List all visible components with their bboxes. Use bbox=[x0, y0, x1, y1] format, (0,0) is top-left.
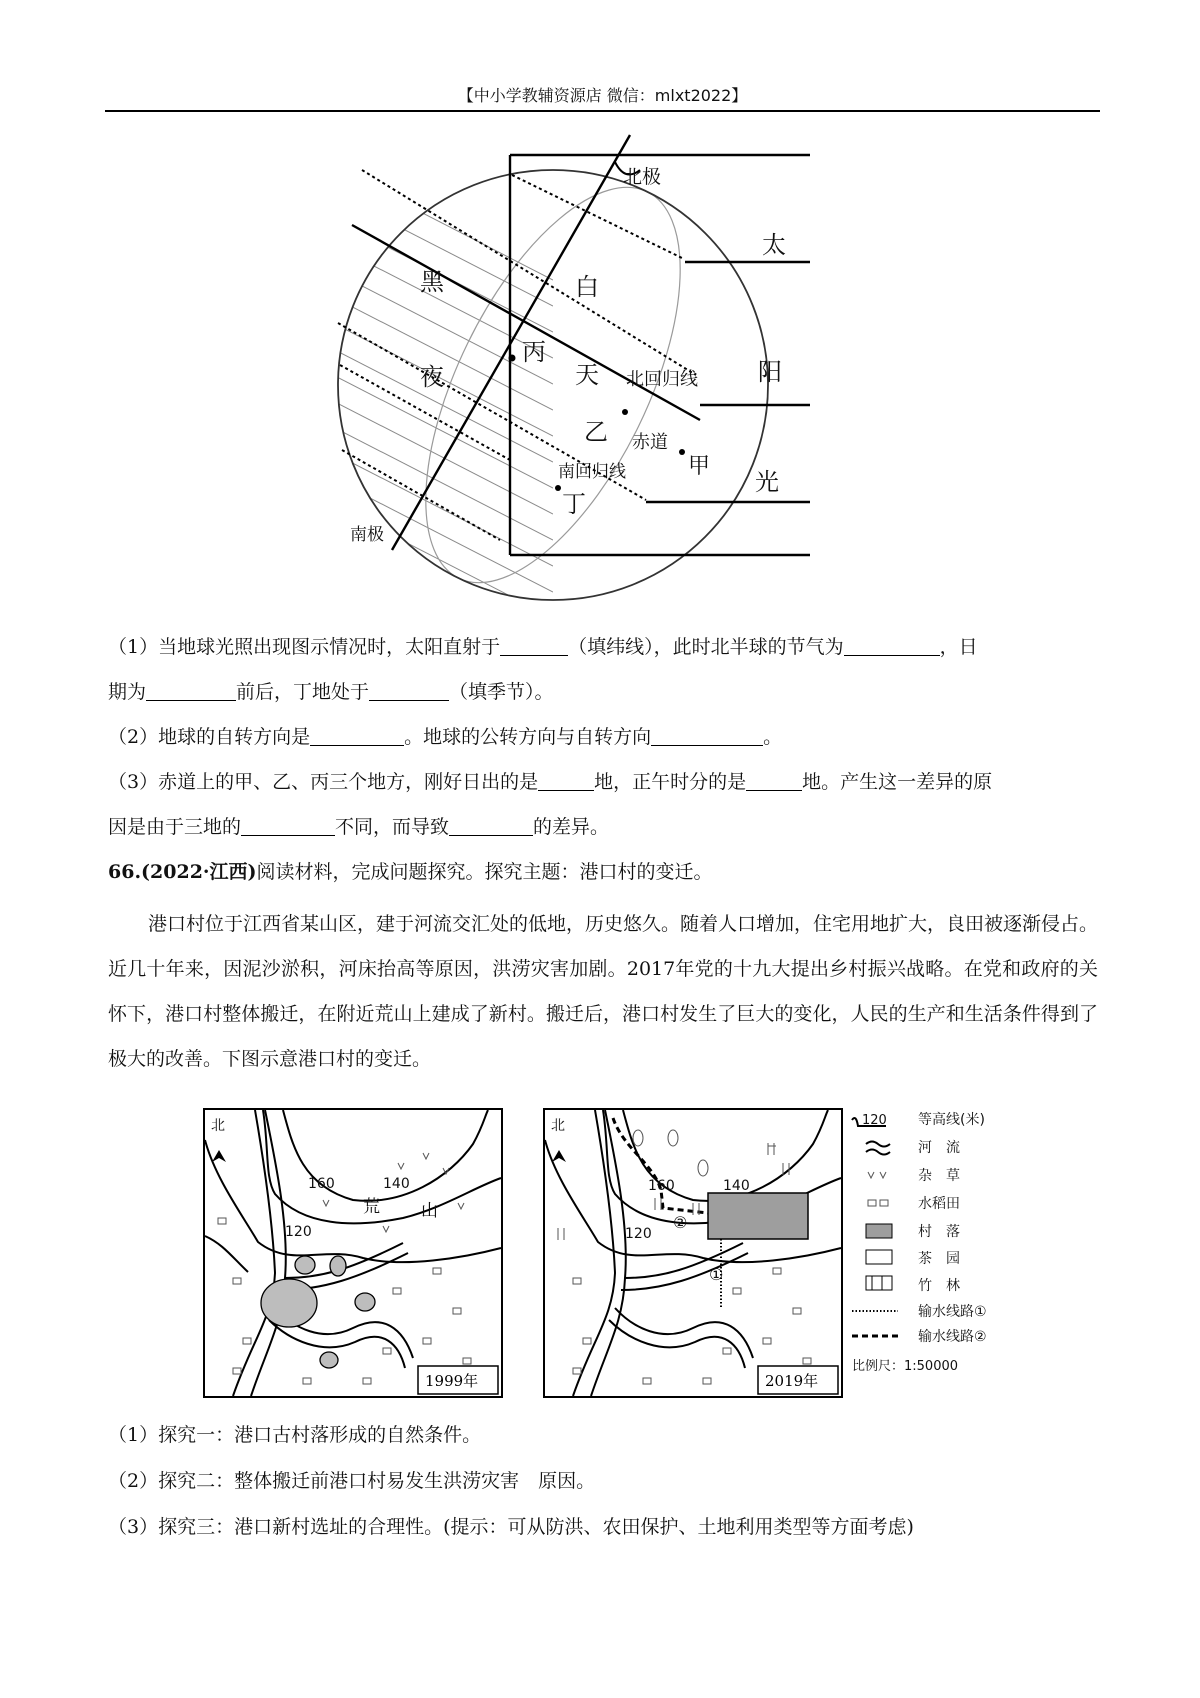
contour-label-120-2019: 120 bbox=[625, 1226, 652, 1242]
north-pole-label: 北极 bbox=[623, 166, 662, 188]
latitude-lines bbox=[338, 170, 700, 540]
q65-part1-line2 bbox=[108, 677, 1098, 707]
q66-sub3: （3）探究三：港口新村选址的合理性。(提示：可从防洪、农田保护、土地利用类型等方面考虑) bbox=[108, 1516, 914, 1538]
q65-blank-1 bbox=[500, 635, 568, 656]
q65-blank-3 bbox=[146, 680, 236, 701]
new-village-2019 bbox=[708, 1193, 808, 1239]
year-label-2019: 2019年 bbox=[765, 1372, 819, 1390]
q65-p1-text-c: ，日 bbox=[939, 636, 978, 658]
q65-part3-line2 bbox=[108, 812, 1098, 842]
q65-p4-text-b: 地，正午时分的是 bbox=[594, 771, 747, 793]
q65-p5-text-c: 的差异。 bbox=[533, 816, 610, 838]
q65-part2-line bbox=[108, 722, 1098, 752]
q65-p3-text-a: （2）地球的自转方向是 bbox=[108, 726, 311, 748]
q65-p5-text-b: 不同，而导致 bbox=[335, 816, 450, 838]
q65-p5-text-a: 因是由于三地的 bbox=[108, 816, 242, 838]
sunlight-label-yang: 阳 bbox=[758, 358, 782, 386]
q65-part1-line1 bbox=[108, 632, 1098, 662]
q65-blank-4 bbox=[369, 680, 449, 701]
day-label-bai: 白 bbox=[575, 273, 599, 301]
q66-sub1: （1）探究一：港口古村落形成的自然条件。 bbox=[108, 1424, 482, 1446]
map-2019 bbox=[543, 1108, 843, 1398]
q65-blank-10 bbox=[449, 815, 533, 836]
legend-tea: 茶 园 bbox=[918, 1251, 960, 1267]
legend-paddy: 水稻田 bbox=[918, 1196, 960, 1212]
equator-line bbox=[352, 225, 700, 420]
north-label-1999: 北 bbox=[211, 1118, 225, 1134]
legend-grass: 杂 草 bbox=[918, 1168, 960, 1184]
q66-number: 66.(2022·江西) bbox=[108, 861, 257, 883]
q65-blank-8 bbox=[746, 770, 802, 791]
sunlight-label-guang: 光 bbox=[755, 468, 779, 496]
contour-label-120-1999: 120 bbox=[285, 1224, 312, 1240]
q65-p4-text-a: （3）赤道上的甲、乙、丙三个地方，刚好日出的是 bbox=[108, 771, 539, 793]
earth-illumination-figure bbox=[300, 130, 900, 620]
night-label-hei: 黑 bbox=[420, 268, 444, 296]
q65-p1-text-a: （1）当地球光照出现图示情况时，太阳直射于 bbox=[108, 636, 501, 658]
tropic-capricorn-label: 南回归线 bbox=[558, 462, 626, 482]
q66-intro-line bbox=[108, 857, 1098, 887]
point-label-bing: 丙 bbox=[522, 338, 546, 366]
q65-blank-9 bbox=[241, 815, 335, 836]
south-pole-label: 南极 bbox=[350, 525, 384, 545]
point-jia bbox=[679, 449, 685, 455]
point-label-yi: 乙 bbox=[584, 418, 608, 446]
map-1999 bbox=[203, 1108, 503, 1398]
page-header: 【中小学教辅资源店 微信：mlxt2022】 bbox=[457, 86, 748, 105]
tropic-cancer-label: 北回归线 bbox=[626, 369, 698, 390]
north-label-2019: 北 bbox=[551, 1118, 565, 1134]
contour-label-140-2019: 140 bbox=[723, 1178, 750, 1194]
legend-contour-value: 120 bbox=[862, 1113, 887, 1128]
q65-p2-text-b: 前后，丁地处于 bbox=[236, 681, 370, 703]
q65-p4-text-c: 地。产生这一差异的原 bbox=[802, 771, 993, 793]
map-label-shan: 山 bbox=[421, 1201, 438, 1221]
map-label-huang: 荒 bbox=[363, 1197, 380, 1217]
legend-village: 村 落 bbox=[918, 1224, 960, 1240]
legend-scale: 比例尺：1:50000 bbox=[852, 1359, 959, 1374]
route-label-1: ① bbox=[709, 1265, 724, 1284]
q66-intro: 阅读材料，完成问题探究。探究主题：港口村的变迁。 bbox=[256, 861, 713, 883]
q65-p2-text-c: （填季节）。 bbox=[449, 681, 554, 703]
legend-river: 河 流 bbox=[918, 1140, 960, 1156]
q66-sub2: （2）探究二：整体搬迁前港口村易发生洪涝灾害 原因。 bbox=[108, 1470, 596, 1492]
equator-label: 赤道 bbox=[632, 432, 668, 453]
q65-blank-7 bbox=[538, 770, 594, 791]
sunlight-label-tai: 太 bbox=[762, 231, 786, 259]
q65-part3-line1 bbox=[108, 767, 1098, 797]
point-label-ding: 丁 bbox=[562, 490, 586, 518]
route-label-2: ② bbox=[673, 1213, 688, 1232]
map-legend bbox=[848, 1108, 1028, 1408]
q65-p3-text-b: 。地球的公转方向与自转方向 bbox=[404, 726, 652, 748]
q65-blank-5 bbox=[310, 725, 404, 746]
legend-contour: 等高线(米) bbox=[918, 1112, 985, 1128]
q65-blank-2 bbox=[844, 635, 940, 656]
legend-route2: 输水线路② bbox=[918, 1329, 987, 1345]
contour-label-160-2019: 160 bbox=[648, 1178, 675, 1194]
contour-label-140-1999: 140 bbox=[383, 1176, 410, 1192]
contour-label-160-1999: 160 bbox=[308, 1176, 335, 1192]
day-label-tian: 天 bbox=[575, 361, 599, 389]
point-ding bbox=[555, 485, 561, 491]
q65-p2-text-a: 期为 bbox=[108, 681, 147, 703]
legend-route1: 输水线路① bbox=[918, 1304, 987, 1320]
point-bing bbox=[509, 355, 516, 362]
point-label-jia: 甲 bbox=[688, 454, 711, 479]
q66-material-paragraph: 港口村位于江西省某山区，建于河流交汇处的低地，历史悠久。随着人口增加，住宅用地扩大，良田被逐渐侵占。近几十年来，因泥沙淤积，河床抬高等原因，洪涝灾害加剧。2017年党的十九大提出乡村振兴战略。在党和政府的关怀下，港口村整体搬迁，在附近荒山上建成了新村。搬迁后，港口村发生了巨大的变化，人民的生产和生活条件得到了极大的改善。下图示意港口村的变迁。 bbox=[108, 913, 1099, 1070]
night-label-ye: 夜 bbox=[420, 363, 444, 391]
point-yi bbox=[622, 409, 628, 415]
q65-blank-6 bbox=[651, 725, 763, 746]
q65-p1-text-b: （填纬线），此时北半球的节气为 bbox=[568, 636, 844, 658]
q65-p3-text-c: 。 bbox=[763, 726, 783, 748]
header-rule bbox=[105, 110, 1100, 112]
year-label-1999: 1999年 bbox=[425, 1372, 479, 1390]
legend-bamboo: 竹 林 bbox=[918, 1278, 960, 1294]
